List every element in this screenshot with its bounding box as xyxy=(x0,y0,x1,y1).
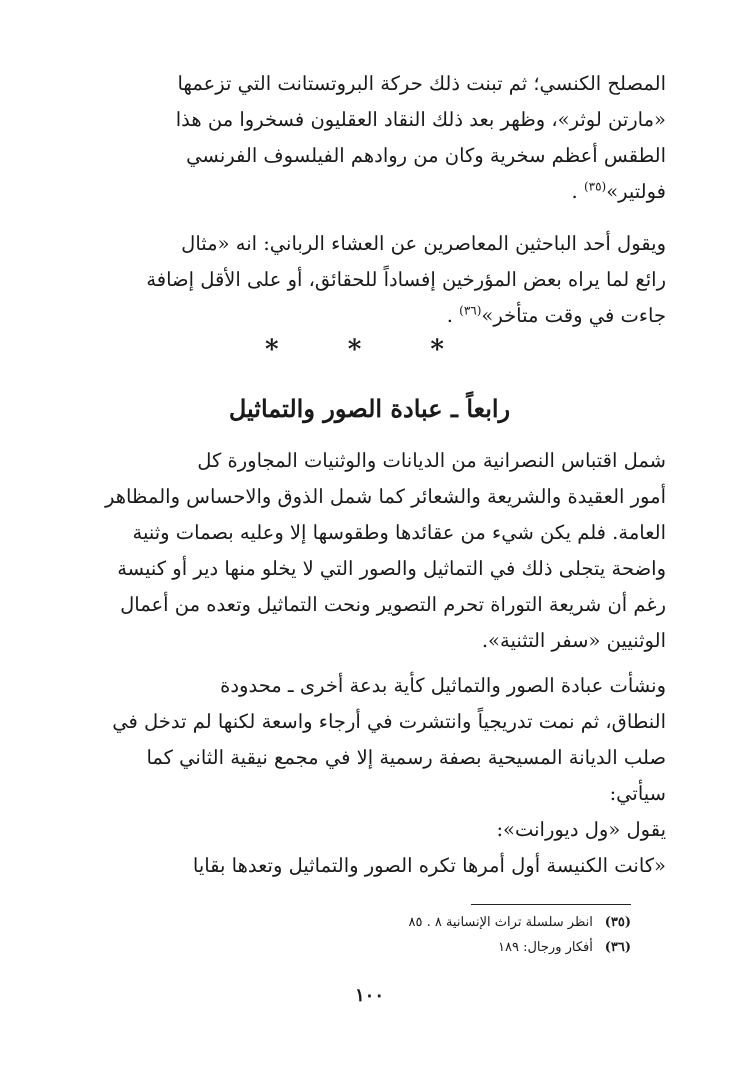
page-number: ١٠٠ xyxy=(354,985,384,1006)
paragraph-1 xyxy=(66,66,666,210)
text-line-indented: يقول «ول ديورانت»: xyxy=(496,818,666,841)
text-line-fragment: فولتير» xyxy=(606,180,666,203)
footnote-text: أفكار ورجال: ١٨٩ xyxy=(498,940,593,955)
footnote-ref-35: (٣٥) xyxy=(583,179,607,194)
footnote-number: (٣٦) xyxy=(604,940,631,955)
text-line-last: فولتير»$^{(٣٥)}$ . xyxy=(571,179,666,203)
text-line-fragment: جاءت في وقت متأخر» xyxy=(481,304,666,327)
text-line-last: جاءت في وقت متأخر»$^{(٣٦)}$ . xyxy=(446,303,666,327)
text-line: «مارتن لوثر»، وظهر بعد ذلك النقاد العقليون فسخروا من هذا xyxy=(175,108,666,131)
paragraph-2 xyxy=(66,226,666,334)
footnote-36 xyxy=(311,937,631,959)
text-line: شمل اقتباس النصرانية من الديانات والوثنيات المجاورة كل xyxy=(197,449,666,472)
text-line: ويقول أحد الباحثين المعاصرين عن العشاء الرباني: انه «مثال xyxy=(181,232,666,255)
text-line: العامة. فلم يكن شيء من عقائدها وطقوسها إلا وعليه بصمات وثنية xyxy=(132,521,666,544)
paragraph-4 xyxy=(66,668,666,812)
footnote-35 xyxy=(311,912,631,934)
text-line: ونشأت عبادة الصور والتماثيل كأية بدعة أخرى ـ محدودة xyxy=(220,674,666,697)
paragraph-5 xyxy=(66,812,666,884)
footnote-text: انظر سلسلة تراث الإنسانية ٨ . ٨٥ xyxy=(408,915,593,930)
text-line: رائع لما يراه بعض المؤرخين إفساداً للحقائق، أو على الأقل إضافة xyxy=(146,268,666,291)
text-line: واضحة يتجلى ذلك في التماثيل والصور التي لا يخلو منها دير أو كنيسة xyxy=(117,557,666,580)
text-line: صلب الديانة المسيحية بصفة رسمية إلا في مجمع نيقية الثاني كما xyxy=(146,746,666,769)
text-line: «كانت الكنيسة أول أمرها تكره الصور والتماثيل وتعدها بقايا xyxy=(192,854,666,877)
footnote-divider xyxy=(471,904,631,905)
footnote-number: (٣٥) xyxy=(604,915,631,930)
text-line-last: الوثنيين «سفر التثنية». xyxy=(481,629,666,652)
footnote-ref-36: (٣٦) xyxy=(459,303,482,318)
section-separator: * * * xyxy=(265,335,474,365)
text-line: الطقس أعظم سخرية وكان من روادهم الفيلسوف الفرنسي xyxy=(186,144,666,167)
text-line: المصلح الكنسي؛ ثم تبنت ذلك حركة البروتستانت التي تزعمها xyxy=(177,72,666,95)
text-line: رغم أن شريعة التوراة تحرم التصوير ونحت التماثيل وتعده من أعمال xyxy=(120,593,666,616)
text-line: أمور العقيدة والشريعة والشعائر كما شمل الذوق والاحساس والمظاهر xyxy=(104,485,666,508)
section-heading: رابعاً ـ عبادة الصور والتماثيل xyxy=(228,394,511,423)
text-line: النطاق، ثم نمت تدريجياً وانتشرت في أرجاء واسعة لكنها لم تدخل في xyxy=(112,710,666,733)
paragraph-3 xyxy=(66,443,666,659)
text-line-last: سيأتي: xyxy=(609,782,666,805)
